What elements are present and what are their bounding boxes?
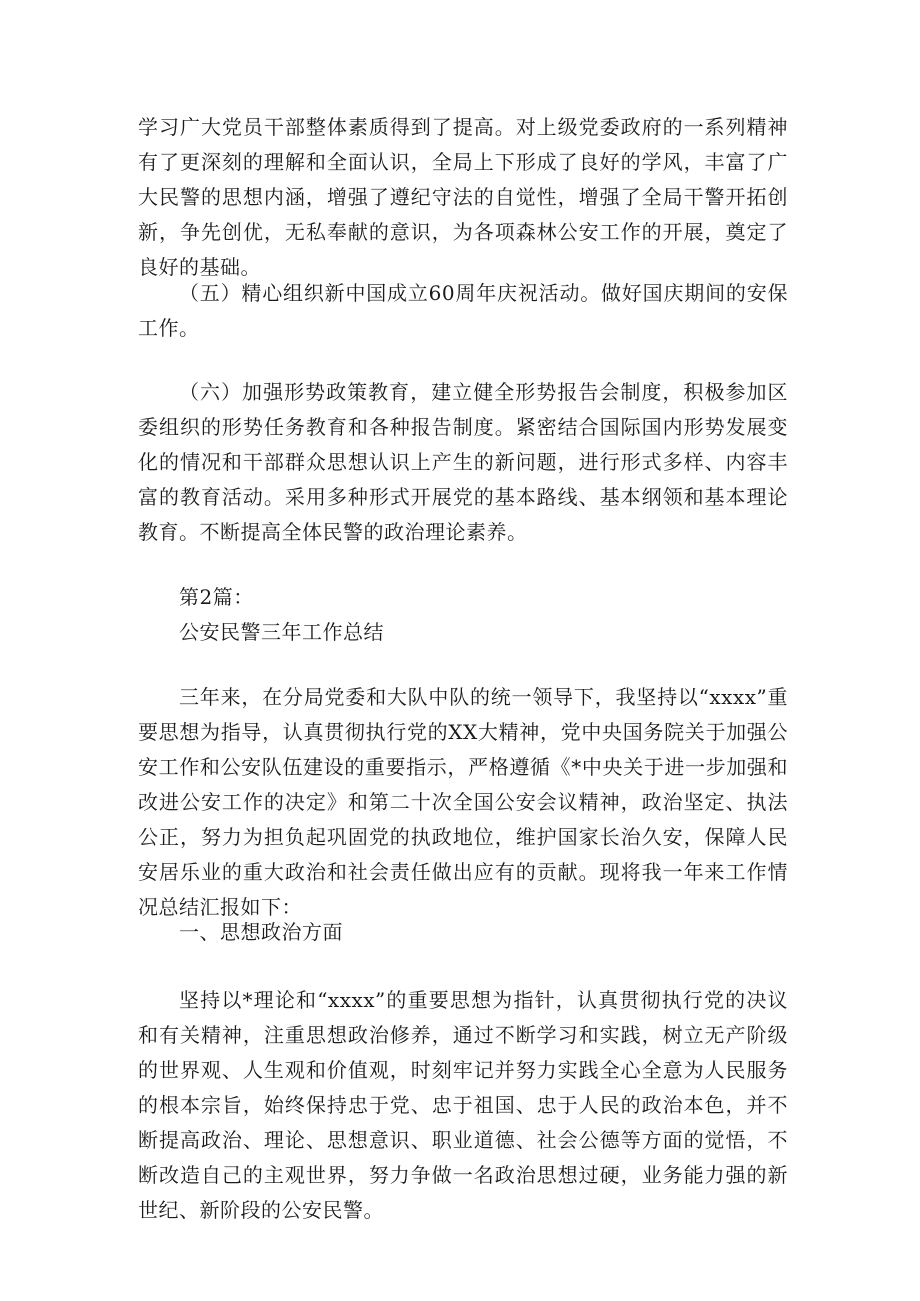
paragraph-item-six: （六）加强形势政策教育，建立健全形势报告会制度，积极参加区委组织的形势任务教育和各种报告制度。紧密结合国际国内形势发展变化的情况和干部群众思想认识上产生的新问题，进行形式多样、内容丰富的教育活动。采用多种形式开展党的基本路线、基本纲领和基本理论教育。不断提高全体民警的政治理论素养。 xyxy=(138,380,788,544)
paragraph-study-results: 学习广大党员干部整体素质得到了提高。对上级党委政府的一系列精神有了更深刻的理解和全面认识，全局上下形成了良好的学风，丰富了广大民警的思想内涵，增强了遵纪守法的自觉性，增强了全局干警开拓创新，争先创优，无私奉献的意识，为各项森林公安工作的开展，奠定了良好的基础。 xyxy=(138,115,788,279)
chapter-label: 第2篇： xyxy=(179,585,254,609)
paragraph-item-five: （五）精心组织新中国成立60周年庆祝活动。做好国庆期间的安保工作。 xyxy=(138,281,788,340)
chapter-title: 公安民警三年工作总结 xyxy=(179,620,384,644)
paragraph-ideology-content: 坚持以*理论和“xxxx”的重要思想为指针，认真贯彻执行党的决议和有关精神，注重思想政治修养，通过不断学习和实践，树立无产阶级的世界观、人生观和价值观，时刻牢记并努力实践全心全意为人民服务的根本宗旨，始终保持忠于党、忠于祖国、忠于人民的政治本色，并不断提高政治、理论、思想意识、职业道德、社会公德等方面的觉悟，不断改造自己的主观世界，努力争做一名政治思想过硬，业务能力强的新世纪、新阶段的公安民警。 xyxy=(138,988,788,1222)
section-heading-ideology: 一、思想政治方面 xyxy=(179,920,343,944)
paragraph-three-years-summary: 三年来，在分局党委和大队中队的统一领导下，我坚持以“xxxx”重要思想为指导，认真贯彻执行党的XX大精神，党中央国务院关于加强公安工作和公安队伍建设的重要指示，严格遵循《*中央关于进一步加强和改进公安工作的决定》和第二十次全国公安会议精神，政治坚定、执法公正，努力为担负起巩固党的执政地位，维护国家长治久安，保障人民安居乐业的重大政治和社会责任做出应有的贡献。现将我一年来工作情况总结汇报如下： xyxy=(138,685,788,919)
